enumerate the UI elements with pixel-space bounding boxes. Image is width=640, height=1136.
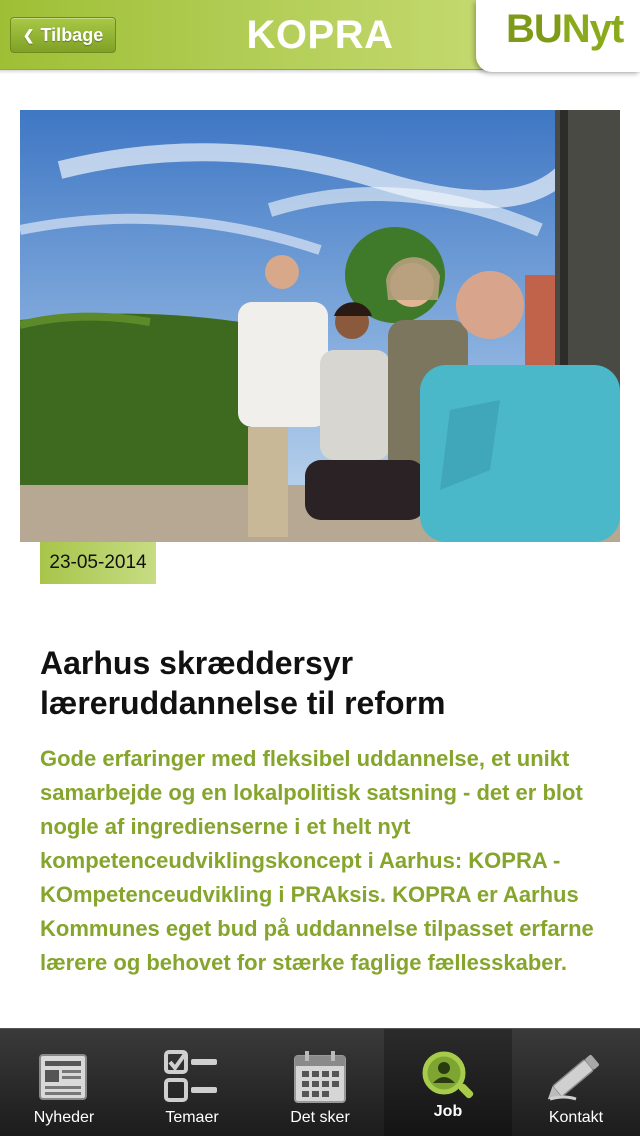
article-headline: Aarhus skræddersyr læreruddannelse til reform xyxy=(40,645,446,721)
tab-job[interactable]: Job xyxy=(384,1029,512,1136)
back-button-label: Tilbage xyxy=(40,24,104,45)
back-button[interactable] xyxy=(10,17,116,53)
pen-icon xyxy=(546,1047,606,1107)
article-date: 23-05-2014 xyxy=(40,542,156,584)
tab-bar xyxy=(0,1028,640,1136)
checklist-icon xyxy=(162,1047,222,1107)
tab-temaer[interactable]: Temaer xyxy=(128,1029,256,1136)
newspaper-icon xyxy=(34,1047,94,1107)
tab-det-sker[interactable]: Det sker xyxy=(256,1029,384,1136)
tab-nyheder[interactable]: Nyheder xyxy=(0,1029,128,1136)
chevron-left-icon: ❮ xyxy=(22,26,35,43)
calendar-icon xyxy=(290,1047,350,1107)
page-title: KOPRA xyxy=(246,13,394,57)
article-lead: Gode erfaringer med fleksibel uddannelse, et unikt samarbejde og en lokalpolitisk satsning - det er blot nogle af ingredienserne i et helt nyt kompetenceudviklingskoncept i Aarhus: KOPRA - KOmpetenceudvikling i PRAksis. KOPRA er Aarhus Kommunes eget bud på uddannelse tilpasset erfarne lærere og behovet for stærke faglige fællesskaber. xyxy=(40,746,594,975)
article-photo xyxy=(20,110,620,542)
search-person-icon xyxy=(418,1047,478,1107)
logo: BUNyt xyxy=(506,7,624,51)
tab-kontakt[interactable]: Kontakt xyxy=(512,1029,640,1136)
